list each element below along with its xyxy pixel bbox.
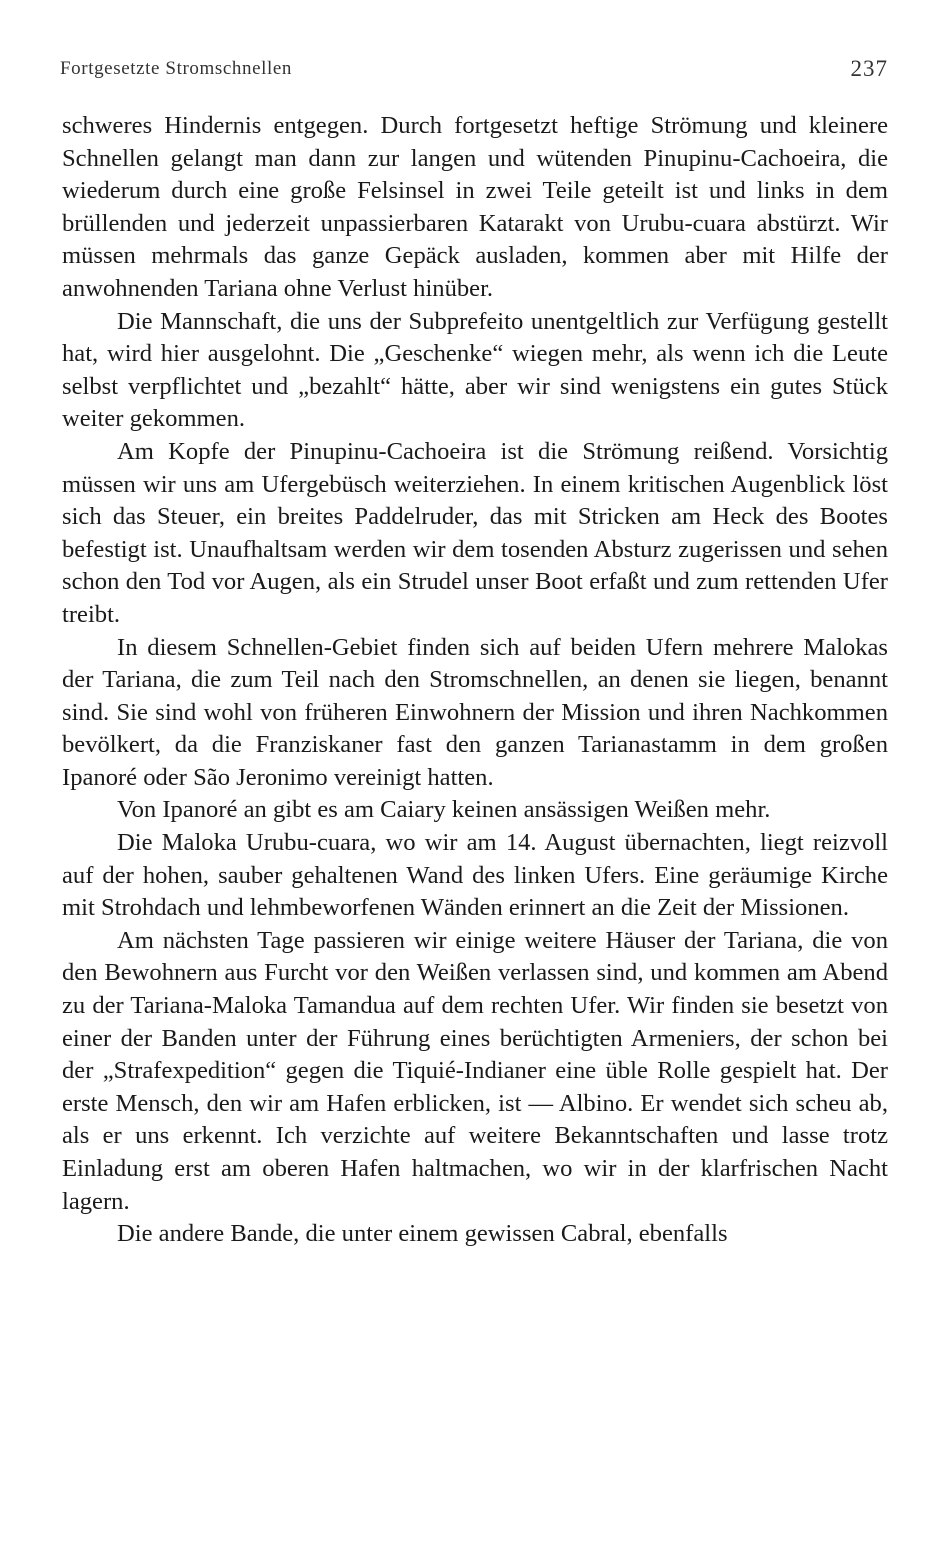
paragraph: In diesem Schnellen-Gebiet finden sich auf beiden Ufern mehrere Malokas der Tariana, die zum Teil nach den Stromschnellen, an denen sie liegen, benannt sind. Sie sind wohl von früheren Einwohnern der Mission und ihren Nachkommen bevölkert, da die Franziskaner fast den ganzen Tarianastamm in dem großen Ipanoré oder São Jeronimo vereinigt hatten.	[62, 633, 888, 791]
running-head	[60, 58, 888, 88]
paragraph: Von Ipanoré an gibt es am Caiary keinen ansässigen Weißen mehr.	[117, 796, 771, 824]
paragraph: Am Kopfe der Pinupinu-Cachoeira ist die Strömung reißend. Vorsichtig müssen wir uns am Ufergebüsch weiterziehen. In einem kritischen Augenblick löst sich das Steuer, ein breites Paddelruder, das mit Stricken am Heck des Bootes befestigt ist. Unaufhaltsam werden wir dem tosenden Absturz zugerissen und sehen schon den Tod vor Augen, als ein Strudel unser Boot erfaßt und zum rettenden Ufer treibt.	[62, 437, 888, 628]
paragraph: Die Maloka Urubu-cuara, wo wir am 14. August übernachten, liegt reizvoll auf der hohen, sauber gehaltenen Wand des linken Ufers. Eine geräumige Kirche mit Strohdach und lehmbeworfenen Wänden erinnert an die Zeit der Missionen.	[62, 829, 888, 922]
paragraph: Am nächsten Tage passieren wir einige weitere Häuser der Tariana, die von den Bewohnern aus Furcht vor den Weißen verlassen sind, und kommen am Abend zu der Tariana-Maloka Tamandua auf dem rechten Ufer. Wir finden sie besetzt von einer der Banden unter der Führung eines berüchtigten Armeniers, der schon bei der „Strafexpedition“ gegen die Tiquié-Indianer eine üble Rolle gespielt hat. Der erste Mensch, den wir am Hafen erblicken, ist — Albino. Er wendet sich scheu ab, als er uns erkennt. Ich verzichte auf weitere Bekanntschaften und lasse trotz Einladung erst am oberen Hafen haltmachen, wo wir in der klarfrischen Nacht lagern.	[62, 926, 888, 1215]
paragraph: Die Mannschaft, die uns der Subprefeito unentgeltlich zur Verfügung gestellt hat, wird hier ausgelohnt. Die „Geschenke“ wiegen mehr, als wenn ich die Leute selbst verpflichtet und „bezahlt“ hätte, aber wir sind wenigstens ein gutes Stück weiter gekommen.	[62, 307, 888, 433]
paragraph: schweres Hindernis entgegen. Durch fortgesetzt heftige Strömung und kleinere Schnellen gelangt man dann zur langen und wütenden Pinupinu-Cachoeira, die wiederum durch eine große Felsinsel in zwei Teile geteilt ist und links in dem brüllenden und jederzeit unpassierbaren Katarakt von Urubu-cuara abstürzt. Wir müssen mehrmals das ganze Gepäck ausladen, kommen aber mit Hilfe der anwohnenden Tariana ohne Verlust hinüber.	[62, 112, 888, 302]
running-title: Fortgesetzte Stromschnellen	[60, 58, 293, 79]
paragraph: Die andere Bande, die unter einem gewissen Cabral, ebenfalls	[117, 1220, 728, 1248]
body-text	[62, 110, 888, 1251]
page-number: 237	[850, 56, 888, 81]
